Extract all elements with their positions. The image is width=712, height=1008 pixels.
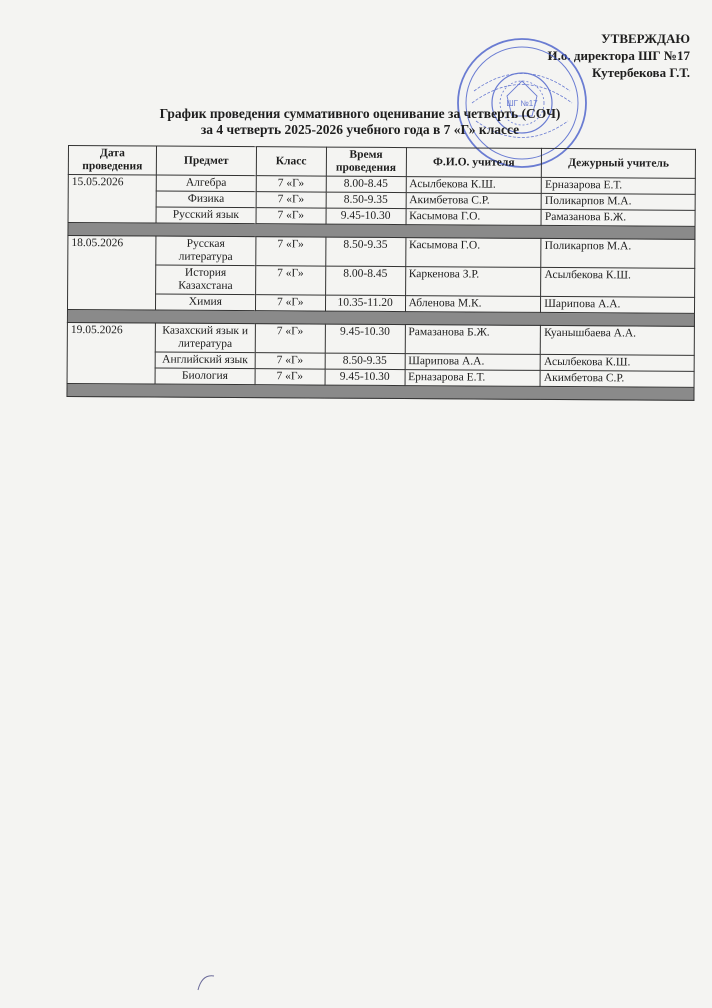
subject-cell: Русская литература <box>156 236 256 266</box>
duty-cell: Куанышбаева А.А. <box>541 325 695 355</box>
time-cell: 10.35-11.20 <box>325 295 405 311</box>
subject-cell: Алгебра <box>156 175 256 192</box>
date-cell: 19.05.2026 <box>67 322 155 384</box>
time-cell: 8.50-9.35 <box>326 192 406 208</box>
class-cell: 7 «Г» <box>256 176 326 192</box>
time-cell: 8.00-8.45 <box>326 176 406 192</box>
duty-cell: Рамазанова Б.Ж. <box>541 209 695 226</box>
table-row <box>67 322 694 355</box>
document-title <box>70 106 650 138</box>
schedule-table <box>66 145 696 401</box>
teacher-cell: Каркенова З.Р. <box>405 267 541 297</box>
table-row <box>68 236 695 269</box>
class-cell: 7 «Г» <box>256 237 326 266</box>
duty-cell: Шарипова А.А. <box>541 296 695 313</box>
class-cell: 7 «Г» <box>255 324 325 353</box>
date-cell: 15.05.2026 <box>68 175 156 224</box>
subject-cell: Физика <box>156 191 256 208</box>
duty-cell: Асылбекова К.Ш. <box>541 267 695 297</box>
subject-cell: Русский язык <box>156 207 256 224</box>
svg-text:ШГ №17: ШГ №17 <box>506 99 538 108</box>
class-cell: 7 «Г» <box>255 369 325 385</box>
time-cell: 8.50-9.35 <box>325 237 405 266</box>
header-class: Класс <box>256 147 326 176</box>
title-line-2: за 4 четверть 2025-2026 учебного года в 7 «Г» классе <box>200 122 520 137</box>
title-line-1: График проведения суммативного оценивание за четверть (СОЧ) <box>159 106 561 121</box>
time-cell: 8.00-8.45 <box>325 266 405 295</box>
class-cell: 7 «Г» <box>256 208 326 224</box>
time-cell: 8.50-9.35 <box>325 353 405 369</box>
subject-cell: Биология <box>155 368 255 385</box>
header-teacher: Ф.И.О. учителя <box>406 148 542 178</box>
teacher-cell: Касымова Г.О. <box>406 209 542 226</box>
subject-cell: Химия <box>155 294 255 311</box>
time-cell: 9.45-10.30 <box>325 324 405 353</box>
header-time: Время проведения <box>326 147 406 176</box>
separator-cell <box>67 383 694 400</box>
class-cell: 7 «Г» <box>256 192 326 208</box>
teacher-cell: Шарипова А.А. <box>405 354 541 371</box>
date-cell: 18.05.2026 <box>67 236 155 311</box>
teacher-cell: Касымова Г.О. <box>405 238 541 268</box>
class-cell: 7 «Г» <box>255 295 325 311</box>
header-subject: Предмет <box>156 146 256 176</box>
subject-cell: История Казахстана <box>155 265 255 295</box>
class-cell: 7 «Г» <box>255 266 325 295</box>
subject-cell: Английский язык <box>155 352 255 369</box>
approval-name: Кутербекова Г.Т. <box>591 65 690 80</box>
pen-mark <box>196 972 220 992</box>
table-row <box>68 265 695 298</box>
time-cell: 9.45-10.30 <box>326 208 406 224</box>
teacher-cell: Асылбекова К.Ш. <box>406 177 542 194</box>
table-header-row <box>68 146 695 179</box>
duty-cell: Асылбекова К.Ш. <box>540 354 694 371</box>
subject-cell: Казахский язык и литература <box>155 323 255 353</box>
class-cell: 7 «Г» <box>255 353 325 369</box>
teacher-cell: Абленова М.К. <box>405 296 541 313</box>
approval-title: УТВЕРЖДАЮ <box>601 31 690 46</box>
separator-row <box>67 383 694 400</box>
header-date: Дата проведения <box>68 146 156 176</box>
teacher-cell: Ерназарова Е.Т. <box>405 370 541 387</box>
approval-position: И.о. директора ШГ №17 <box>547 48 690 63</box>
teacher-cell: Рамазанова Б.Ж. <box>405 325 541 355</box>
duty-cell: Поликарпов М.А. <box>541 238 695 268</box>
duty-cell: Ерназарова Е.Т. <box>541 177 695 194</box>
duty-cell: Поликарпов М.А. <box>541 193 695 210</box>
teacher-cell: Акимбетова С.Р. <box>406 193 542 210</box>
time-cell: 9.45-10.30 <box>325 369 405 385</box>
duty-cell: Акимбетова С.Р. <box>540 370 694 387</box>
header-duty-teacher: Дежурный учитель <box>542 148 696 178</box>
